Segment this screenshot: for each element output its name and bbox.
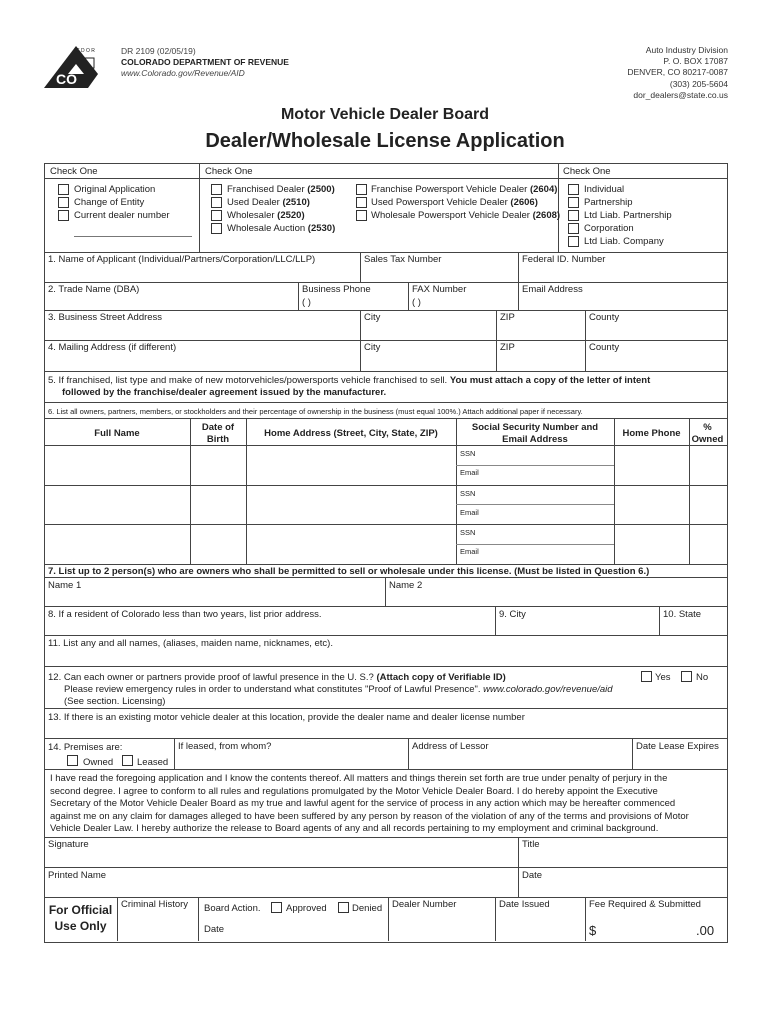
owner-email-field[interactable]: Email <box>460 547 479 557</box>
premises-owned-label: Owned <box>83 757 114 768</box>
col-pct-2: Owned <box>691 434 724 445</box>
col-ssn-2: Email Address <box>502 434 568 445</box>
mailing-city-field[interactable]: City <box>364 342 381 353</box>
division-phone: (303) 205-5604 <box>669 79 728 89</box>
trade-name-field[interactable]: 2. Trade Name (DBA) <box>48 284 140 295</box>
q12-yes-checkbox[interactable] <box>641 671 652 682</box>
logo-letters: C D O R <box>76 48 95 54</box>
col-home-address: Home Address (Street, City, State, ZIP) <box>264 428 438 439</box>
printed-name-field[interactable]: Printed Name <box>48 870 107 881</box>
seller-name-2-field[interactable]: Name 2 <box>389 580 423 591</box>
owner-email-field[interactable]: Email <box>460 468 479 477</box>
fee-dollar-sign: $ <box>589 923 597 938</box>
entity-type-checkbox[interactable] <box>568 197 579 208</box>
q12-no-checkbox[interactable] <box>681 671 692 682</box>
owner-row-divider <box>44 485 727 486</box>
premises-leased-checkbox[interactable] <box>122 755 133 766</box>
fax-parens: ( ) <box>412 297 421 308</box>
signature-date-field[interactable]: Date <box>522 870 543 881</box>
q7-instructions: 7. List up to 2 person(s) who are owners who shall be permitted to sell or wholesale under this license. (Must be listed in Question 6.) <box>48 566 650 577</box>
ssn-email-divider <box>456 465 614 466</box>
owner-ssn-field[interactable]: SSN <box>460 528 476 538</box>
ssn-email-divider <box>456 504 614 505</box>
lease-expiry-field[interactable]: Date Lease Expires <box>636 741 719 752</box>
app-type-checkbox[interactable] <box>58 210 69 221</box>
entity-type-checkbox[interactable] <box>568 236 579 247</box>
board-action-date-field: Date <box>204 924 225 935</box>
ssn-email-divider <box>456 544 614 545</box>
premises-owned-checkbox[interactable] <box>67 755 78 766</box>
fax-field[interactable]: FAX Number <box>412 284 467 295</box>
title-field[interactable]: Title <box>522 839 540 850</box>
aliases-field[interactable]: 11. List any and all names, (aliases, maiden name, nicknames, etc). <box>48 638 333 649</box>
dealer-type-checkbox[interactable] <box>211 197 222 208</box>
entity-type-checkbox[interactable] <box>568 184 579 195</box>
q5-line1: 5. If franchised, list type and make of new motorvehicles/powersports vehicle franchised to sell. You must attach a copy of the letter of intent <box>48 375 651 386</box>
street-city-field[interactable]: City <box>364 312 381 323</box>
q12-question: 12. Can each owner or partners provide proof of lawful presence in the U. S.? (Attach copy of Verifiable ID) <box>48 672 506 683</box>
col-full-name: Full Name <box>94 428 140 439</box>
col-ssn-1: Social Security Number and <box>471 422 599 433</box>
entity-type-label: Ltd Liab. Company <box>584 236 664 247</box>
division-name: Auto Industry Division <box>645 45 728 55</box>
entity-type-checkbox[interactable] <box>568 223 579 234</box>
official-use-label-1: For Official <box>48 903 113 917</box>
denied-checkbox[interactable] <box>338 902 349 913</box>
form-title: Motor Vehicle Dealer Board <box>280 106 490 123</box>
logo-text: CO <box>56 71 77 87</box>
q12-no-label: No <box>696 672 709 683</box>
prior-city-field[interactable]: 9. City <box>499 609 526 620</box>
division-city: DENVER, CO 80217-0087 <box>627 67 728 77</box>
owner-ssn-field[interactable]: SSN <box>460 488 476 498</box>
app-type-checkbox[interactable] <box>58 184 69 195</box>
mailing-county-field[interactable]: County <box>589 342 620 353</box>
lessor-address-field[interactable]: Address of Lessor <box>412 741 489 752</box>
entity-type-checkbox[interactable] <box>568 210 579 221</box>
existing-dealer-field[interactable]: 13. If there is an existing motor vehicle dealer at this location, provide the dealer name and dealer license number <box>48 712 525 723</box>
entity-type-label: Individual <box>584 184 625 195</box>
colorado-logo <box>42 44 114 90</box>
street-county-field[interactable]: County <box>589 312 620 323</box>
col-pct-1: % <box>703 422 712 433</box>
certification-text: against me on any claim for damages alleged to have been suffered by any person by reason of the violation of any of the terms and provisions of Motor <box>50 810 689 822</box>
app-type-checkbox[interactable] <box>58 197 69 208</box>
check-one-label-3: Check One <box>563 166 611 177</box>
q6-instructions: 6. List all owners, partners, members, or stockholders and their percentage of ownership in the business (must equal 100%.) Attach additional paper if necessary. <box>48 407 583 416</box>
q5-line2: followed by the franchise/dealer agreement issued by the manufacturer. <box>62 387 387 398</box>
date-issued-field: Date Issued <box>499 899 550 910</box>
certification-text: Vehicle Dealer Law. I hereby authorize the release to Board agents of any and all records pertaining to my employment and criminal background. <box>50 823 659 834</box>
lessor-name-field[interactable]: If leased, from whom? <box>178 741 272 752</box>
federal-id-field[interactable]: Federal ID. Number <box>522 254 606 265</box>
current-dealer-number-line[interactable] <box>74 236 192 237</box>
entity-type-label: Corporation <box>584 223 634 234</box>
dealer-type-checkbox[interactable] <box>211 210 222 221</box>
street-address-field[interactable]: 3. Business Street Address <box>48 312 163 323</box>
mailing-address-field[interactable]: 4. Mailing Address (if different) <box>48 342 177 353</box>
certification-text: Secretary of the Motor Vehicle Dealer Board as my true and lawful agent for the service of process in any action which may be hereafter commenced <box>50 798 676 809</box>
premises-leased-label: Leased <box>137 757 169 768</box>
sales-tax-field[interactable]: Sales Tax Number <box>364 254 442 265</box>
dealer-type-checkbox[interactable] <box>211 223 222 234</box>
form-id: DR 2109 (02/05/19) <box>121 46 196 56</box>
street-zip-field[interactable]: ZIP <box>500 312 515 323</box>
col-dob-1: Date of <box>201 422 235 433</box>
department-website: www.Colorado.gov/Revenue/AID <box>121 68 245 78</box>
powersport-type-label: Franchise Powersport Vehicle Dealer (2604) <box>371 184 558 195</box>
dealer-type-checkbox[interactable] <box>211 184 222 195</box>
approved-label: Approved <box>286 903 327 914</box>
dealer-type-label: Used Dealer (2510) <box>227 197 310 208</box>
certification-text: second degree. I agree to conform to all rules and regulations promulgated by the Motor Vehicle Dealer Board. I do hereby appoint the Executive <box>50 785 658 797</box>
prior-address-field[interactable]: 8. If a resident of Colorado less than two years, list prior address. <box>48 609 322 620</box>
department-name: COLORADO DEPARTMENT OF REVENUE <box>121 57 289 67</box>
email-field[interactable]: Email Address <box>522 284 583 295</box>
division-email: dor_dealers@state.co.us <box>633 90 728 100</box>
powersport-type-checkbox[interactable] <box>356 184 367 195</box>
signature-field[interactable]: Signature <box>48 839 89 850</box>
dealer-type-label: Wholesale Auction (2530) <box>227 223 336 234</box>
col-dob-2: Birth <box>206 434 230 445</box>
board-action-label: Board Action. <box>204 903 261 914</box>
premises-label: 14. Premises are: <box>48 742 123 753</box>
dealer-type-label: Franchised Dealer (2500) <box>227 184 335 195</box>
powersport-type-checkbox[interactable] <box>356 197 367 208</box>
dealer-type-label: Wholesaler (2520) <box>227 210 305 221</box>
form-subtitle: Dealer/Wholesale License Application <box>205 130 565 152</box>
business-phone-parens: ( ) <box>302 297 311 308</box>
fee-cents: .00 <box>696 923 715 938</box>
app-type-label: Change of Entity <box>74 197 145 208</box>
po-box: P. O. BOX 17087 <box>663 56 728 66</box>
fee-label: Fee Required & Submitted <box>589 899 701 910</box>
owner-email-field[interactable]: Email <box>460 507 479 517</box>
app-type-label: Current dealer number <box>74 210 170 221</box>
app-type-label: Original Application <box>74 184 156 195</box>
check-one-label-1: Check One <box>50 166 98 177</box>
q12-yes-label: Yes <box>655 672 671 683</box>
q12-section: (See section. Licensing) <box>64 696 166 707</box>
powersport-type-checkbox[interactable] <box>356 210 367 221</box>
official-use-label-2: Use Only <box>54 919 107 933</box>
q12-note: Please review emergency rules in order to understand what constitutes "Proof of Lawful Presence". www.colorado.gov/revenue/aid <box>64 684 613 695</box>
owner-ssn-field[interactable]: SSN <box>460 449 476 458</box>
check-one-label-2: Check One <box>205 166 253 177</box>
certification-text: I have read the foregoing application and I know the contents thereof. All matters and things therein set forth are true under penalty of perjury in the <box>50 773 668 784</box>
mailing-zip-field[interactable]: ZIP <box>500 342 515 353</box>
prior-state-field[interactable]: 10. State <box>663 609 702 620</box>
denied-label: Denied <box>352 903 383 914</box>
owner-row-divider <box>44 524 727 525</box>
criminal-history-field: Criminal History <box>121 899 189 910</box>
applicant-name-field[interactable]: 1. Name of Applicant (Individual/Partners/Corporation/LLC/LLP) <box>48 254 316 265</box>
dealer-number-field: Dealer Number <box>392 899 457 910</box>
powersport-type-label: Used Powersport Vehicle Dealer (2606) <box>371 197 538 208</box>
approved-checkbox[interactable] <box>271 902 282 913</box>
entity-type-label: Ltd Liab. Partnership <box>584 210 672 221</box>
seller-name-1-field[interactable]: Name 1 <box>48 580 82 591</box>
business-phone-field[interactable]: Business Phone <box>302 284 371 295</box>
powersport-type-label: Wholesale Powersport Vehicle Dealer (2608) <box>371 210 561 221</box>
entity-type-label: Partnership <box>584 197 633 208</box>
col-home-phone: Home Phone <box>622 428 681 439</box>
